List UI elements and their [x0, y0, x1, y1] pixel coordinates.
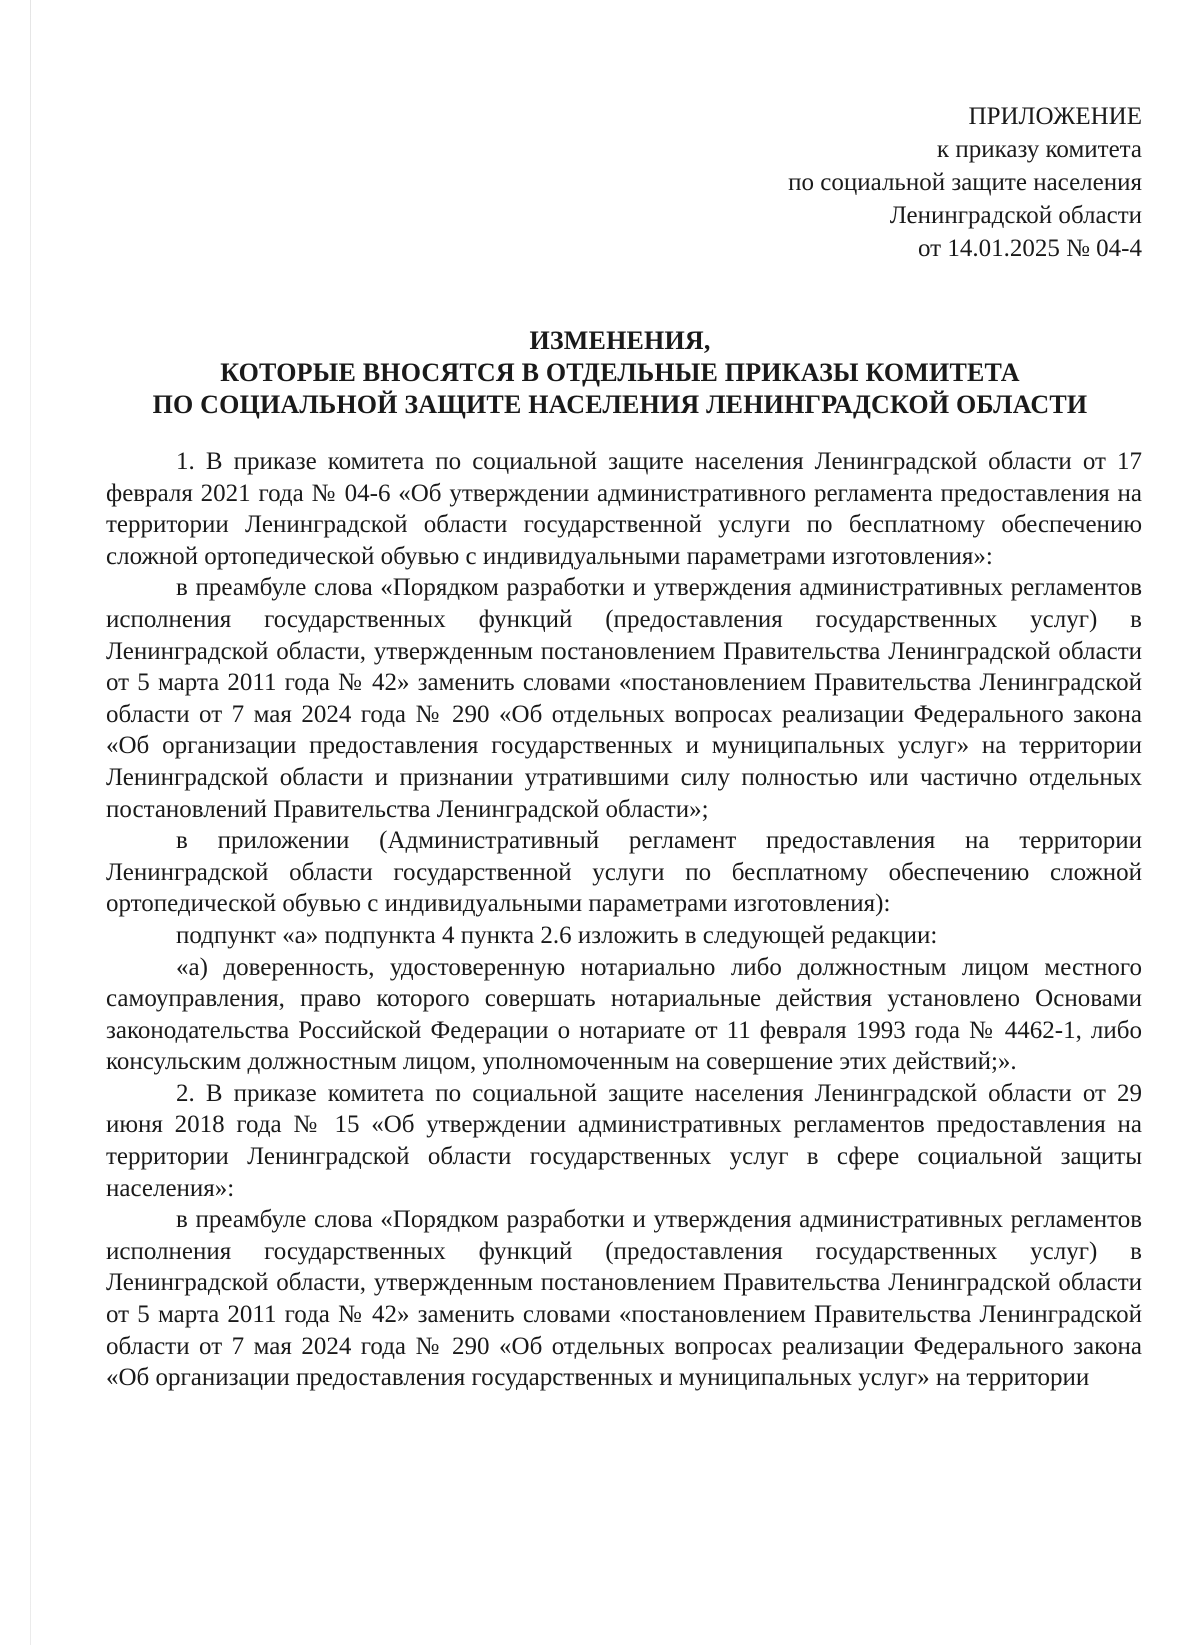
- paragraph-7: в преамбуле слова «Порядком разработки и утверждения административных регламентов исполнения государственных функций (предоставления государственных услуг) в Ленинградской области, утвержденным постановлением Правительства Ленинградской области от 5 марта 2011 года № 42» заменить словами «постановлением Правительства Ленинградской области от 7 мая 2024 года № 290 «Об отдельных вопросах реализации Федерального закона «Об организации предоставления государственных и муниципальных услуг» на территории: [106, 1206, 1142, 1392]
- paragraph-1: 1. В приказе комитета по социальной защите населения Ленинградской области от 17 февраля 2021 года № 04-6 «Об утверждении административного регламента предоставления на территории Ленинградской области государственной услуги по бесплатному обеспечению сложной ортопедической обувью с индивидуальными параметрами изготовления»:: [106, 448, 1142, 570]
- approval-line-3: Ленинградской области: [889, 202, 1142, 229]
- approval-heading: ПРИЛОЖЕНИЕ: [968, 103, 1142, 130]
- paragraph-5: «а) доверенность, удостоверенную нотариально либо должностным лицом местного самоуправления, право которого совершать нотариальные действия установлено Основами законодательства Российской Федерации о нотариате от 11 февраля 1993 года № 4462-1, либо консульским должностным лицом, уполномоченным на совершение этих действий;».: [106, 953, 1142, 1076]
- title-line-2: КОТОРЫЕ ВНОСЯТСЯ В ОТДЕЛЬНЫЕ ПРИКАЗЫ КОМИТЕТА: [220, 358, 1020, 387]
- paragraph-4: подпункт «а» подпункта 4 пункта 2.6 изложить в следующей редакции:: [176, 921, 938, 949]
- approval-line-4: от 14.01.2025 № 04-4: [917, 235, 1142, 262]
- approval-block: [582, 100, 1142, 265]
- title-line-3: ПО СОЦИАЛЬНОЙ ЗАЩИТЕ НАСЕЛЕНИЯ ЛЕНИНГРАДСКОЙ ОБЛАСТИ: [152, 390, 1088, 419]
- paragraph-2: в преамбуле слова «Порядком разработки и утверждения административных регламентов исполнения государственных функций (предоставления государственных услуг) в Ленинградской области, утвержденным постановлением Правительства Ленинградской области от 5 марта 2011 года № 42» заменить словами «постановлением Правительства Ленинградской области от 7 мая 2024 года № 290 «Об отдельных вопросах реализации Федерального закона «Об организации предоставления государственных и муниципальных услуг» на территории Ленинградской области и признании утратившими силу полностью или частично отдельных постановлений Правительства Ленинградской области»;: [106, 574, 1142, 823]
- paragraph-3: в приложении (Административный регламент предоставления на территории Ленинградской области государственной услуги по бесплатному обеспечению сложной ортопедической обувью с индивидуальными параметрами изготовления):: [106, 827, 1142, 918]
- scan-edge-decoration: [30, 0, 31, 1645]
- document-body: [106, 446, 1142, 1394]
- title-line-1: ИЗМЕНЕНИЯ,: [529, 326, 711, 355]
- paragraph-6: 2. В приказе комитета по социальной защите населения Ленинградской области от 29 июня 2018 года № 15 «Об утверждении административных регламентов предоставления на территории Ленинградской области государственных услуг в сфере социальной защиты населения»:: [106, 1079, 1142, 1202]
- approval-line-2: по социальной защите населения: [788, 169, 1142, 196]
- document-title: [100, 325, 1140, 421]
- approval-line-1: к приказу комитета: [936, 136, 1142, 163]
